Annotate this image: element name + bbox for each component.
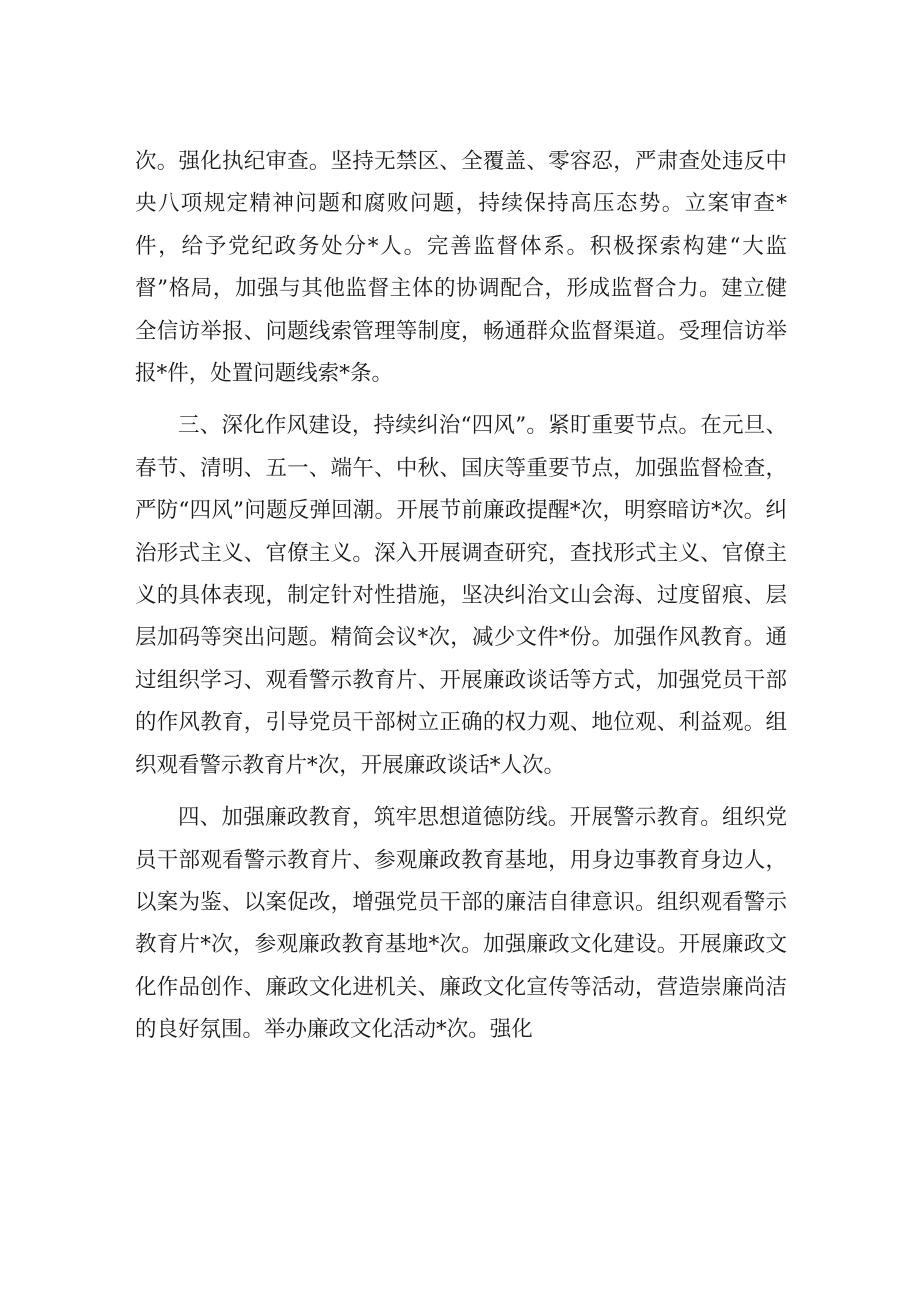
paragraph-section-four: 四、加强廉政教育，筑牢思想道德防线。开展警示教育。组织党员干部观看警示教育片、参观廉政教育基地，用身边事教育身边人，以案为鉴、以案促改，增强党员干部的廉洁自律意识。组织观看警示教育片*次，参观廉政教育基地*次。加强廉政文化建设。开展廉政文化作品创作、廉政文化进机关、廉政文化宣传等活动，营造崇廉尚洁的良好氛围。举办廉政文化活动*次。强化 — [135, 805, 787, 1043]
paragraph-section-three: 三、深化作风建设，持续纠治“四风”。紧盯重要节点。在元旦、春节、清明、五一、端午、中秋、国庆等重要节点，加强监督检查，严防“四风”问题反弹回潮。开展节前廉政提醒*次，明察暗访*次。纠治形式主义、官僚主义。深入开展调查研究，查找形式主义、官僚主义的具体表现，制定针对性措施，坚决纠治文山会海、过度留痕、层层加码等突出问题。精简会议*次，减少文件*份。加强作风教育。通过组织学习、观看警示教育片、开展廉政谈话等方式，加强党员干部的作风教育，引导党员干部树立正确的权力观、地位观、利益观。组织观看警示教育片*次，开展廉政谈话*人次。 — [135, 413, 787, 778]
document-body — [135, 141, 787, 1052]
paragraph-continuation: 次。强化执纪审查。坚持无禁区、全覆盖、零容忍，严肃查处违反中央八项规定精神问题和腐败问题，持续保持高压态势。立案审查*件，给予党纪政务处分*人。完善监督体系。积极探索构建“大监督”格局，加强与其他监督主体的协调配合，形成监督合力。建立健全信访举报、问题线索管理等制度，畅通群众监督渠道。受理信访举报*件，处置问题线索*条。 — [135, 149, 787, 387]
